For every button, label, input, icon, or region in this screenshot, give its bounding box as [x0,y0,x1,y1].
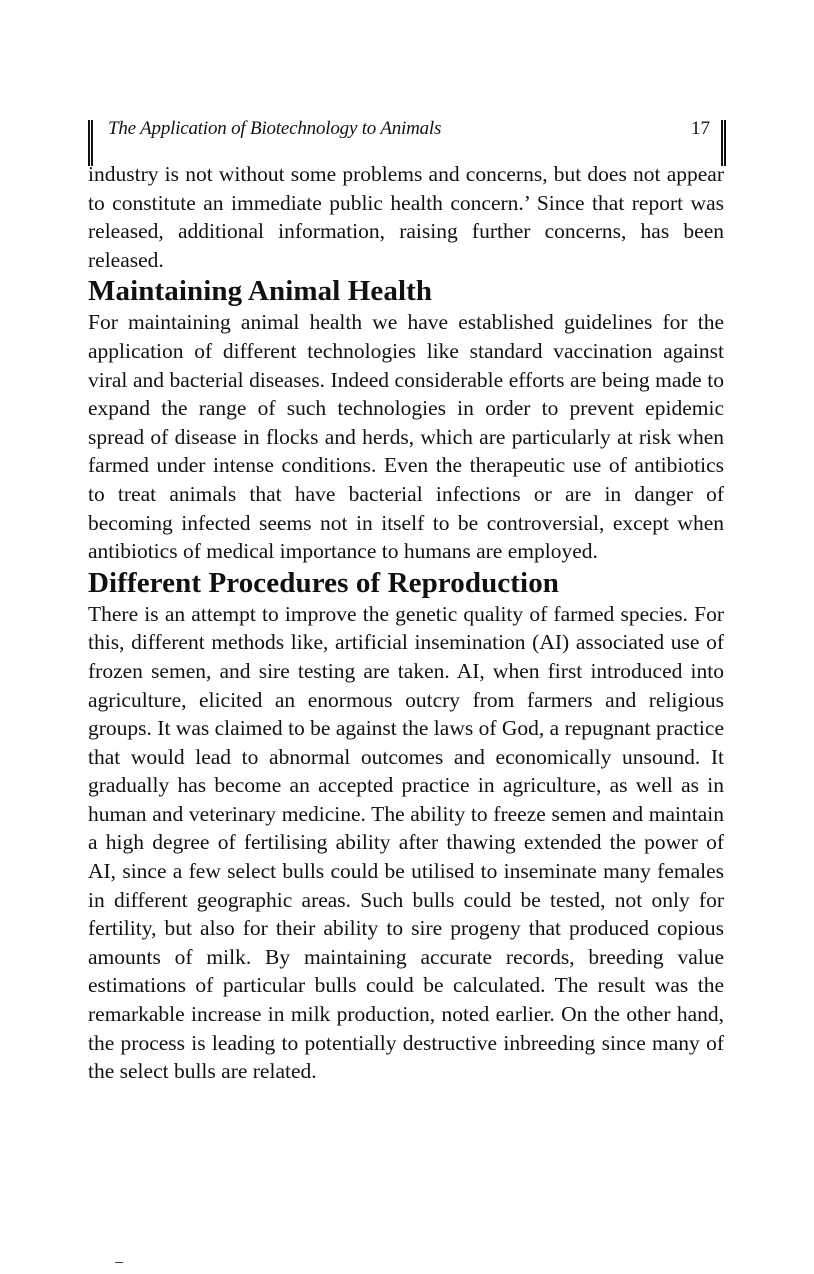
running-head-title: The Application of Biotechnology to Animals [108,118,442,139]
footer-mark [115,1262,123,1263]
section-paragraph-maintaining-animal-health: For maintaining animal health we have established guidelines for the application of different technologies like standard vaccination against viral and bacterial diseases. Indeed considerable efforts are being made to expand the range of such technologies in order to prevent epidemic spread of disease in flocks and herds, which are particularly at risk when farmed under intense conditions. Even the therapeutic use of antibiotics to treat animals that have bacterial infections or are in danger of becoming infected seems not in itself to be controversial, except when antibiotics of medical importance to humans are employed. [88,310,724,564]
running-head-left-rule [88,120,93,166]
page-number: 17 [691,118,710,139]
running-head-right-rule [721,120,726,166]
book-page [88,116,724,1086]
intro-paragraph: industry is not without some problems and concerns, but does not appear to constitute an immediate public health concern.’ Since that report was released, additional information, raising further concerns, has been released. [88,162,724,272]
section-heading-different-procedures: Different Procedures of Reproduction [88,566,560,599]
running-head [88,116,724,160]
section-paragraph-different-procedures: There is an attempt to improve the genetic quality of farmed species. For this, different methods like, artificial insemination (AI) associated use of frozen semen, and sire testing are taken. AI, when first introduced into agriculture, elicited an enormous outcry from farmers and religious groups. It was claimed to be against the laws of God, a repugnant practice that would lead to abnormal outcomes and economically unsound. It gradually has become an accepted practice in agriculture, as well as in human and veterinary medicine. The ability to freeze semen and maintain a high degree of fertilising ability after thawing extended the power of AI, since a few select bulls could be utilised to inseminate many females in different geographic areas. Such bulls could be tested, not only for fertility, but also for their ability to sire progeny that produced copious amounts of milk. By maintaining accurate records, breeding value estimations of particular bulls could be calculated. The result was the remarkable increase in milk production, noted earlier. On the other hand, the process is leading to potentially destructive inbreeding since many of the select bulls are related. [88,601,724,1084]
section-heading-maintaining-animal-health: Maintaining Animal Health [88,275,433,308]
